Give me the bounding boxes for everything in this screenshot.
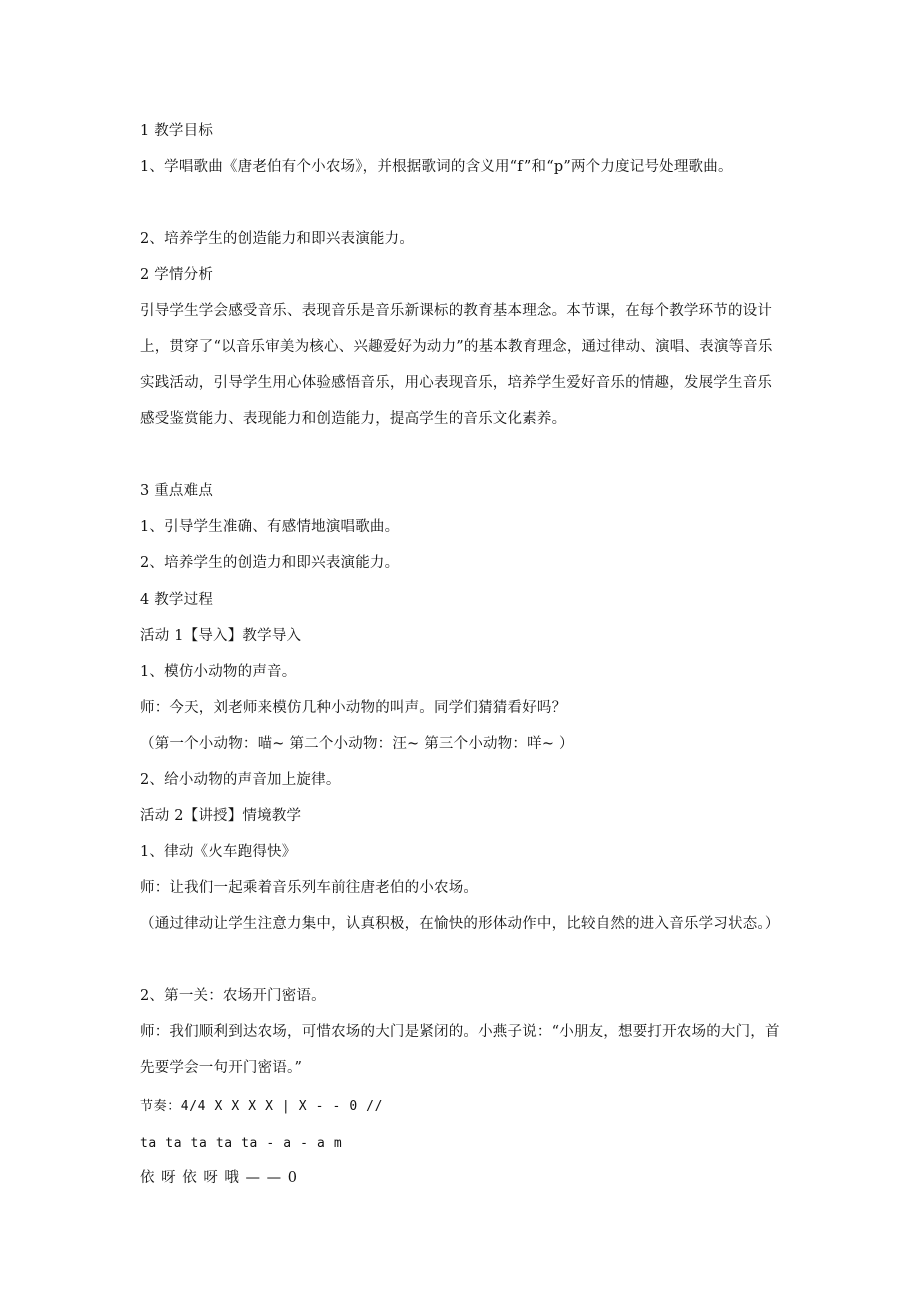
activity-2-heading: 活动 2【讲授】情境教学 xyxy=(140,808,302,824)
section-3-item-1: 1、引导学生准确、有感情地演唱歌曲。 xyxy=(140,519,400,535)
section-1-item-1: 1、学唱歌曲《唐老伯有个小农场》，并根据歌词的含义用“f”和“p”两个力度记号处理歌曲。 xyxy=(140,159,733,175)
section-4-heading: 4 教学过程 xyxy=(140,592,214,608)
section-2-body: 引导学生学会感受音乐、表现音乐是音乐新课标的教育基本理念。本节课，在每个教学环节的设计上，贯穿了“以音乐审美为核心、兴趣爱好为动力”的基本教育理念，通过律动、演唱、表演等音乐实践活动，引导学生用心体验感悟音乐，用心表现音乐，培养学生爱好音乐的情趣，发展学生音乐感受鉴赏能力、表现能力和创造能力，提高学生的音乐文化素养。 xyxy=(140,303,773,427)
rhythm-lyrics: 依 呀 依 呀 哦 — — 0 xyxy=(140,1170,298,1186)
activity-2-item-1: 1、律动《火车跑得快》 xyxy=(140,844,297,860)
activity-1-heading: 活动 1【导入】教学导入 xyxy=(140,628,302,644)
section-1-heading: 1 教学目标 xyxy=(140,123,214,139)
activity-2-teacher-2: 师：我们顺利到达农场，可惜农场的大门是紧闭的。小燕子说：“小朋友，想要打开农场的大门，首先要学会一句开门密语。” xyxy=(140,1024,780,1076)
rhythm-label xyxy=(140,1097,383,1116)
section-3-item-2: 2、培养学生的创造力和即兴表演能力。 xyxy=(140,555,400,571)
rhythm-syllables: ta ta ta ta ta - a - a m xyxy=(140,1136,343,1151)
section-2-heading: 2 学情分析 xyxy=(140,267,214,283)
activity-2-teacher-1: 师：让我们一起乘着音乐列车前往唐老伯的小农场。 xyxy=(140,880,479,896)
activity-1-item-1: 1、模仿小动物的声音。 xyxy=(140,664,297,680)
activity-1-note: （第一个小动物：喵~ 第二个小动物：汪~ 第三个小动物：咩~ ） xyxy=(140,736,574,752)
activity-1-item-2: 2、给小动物的声音加上旋律。 xyxy=(140,772,341,788)
section-1-item-2: 2、培养学生的创造能力和即兴表演能力。 xyxy=(140,231,415,247)
rhythm-notation: 节奏：4/4 X X X X | X - - 0 // xyxy=(140,1099,384,1114)
activity-1-teacher: 师：今天，刘老师来模仿几种小动物的叫声。同学们猜猜看好吗？ xyxy=(140,700,567,716)
section-3-heading: 3 重点难点 xyxy=(140,483,214,499)
activity-2-note: （通过律动让学生注意力集中，认真积极，在愉快的形体动作中，比较自然的进入音乐学习状态。） xyxy=(140,916,780,932)
activity-2-item-2: 2、第一关：农场开门密语。 xyxy=(140,988,326,1004)
